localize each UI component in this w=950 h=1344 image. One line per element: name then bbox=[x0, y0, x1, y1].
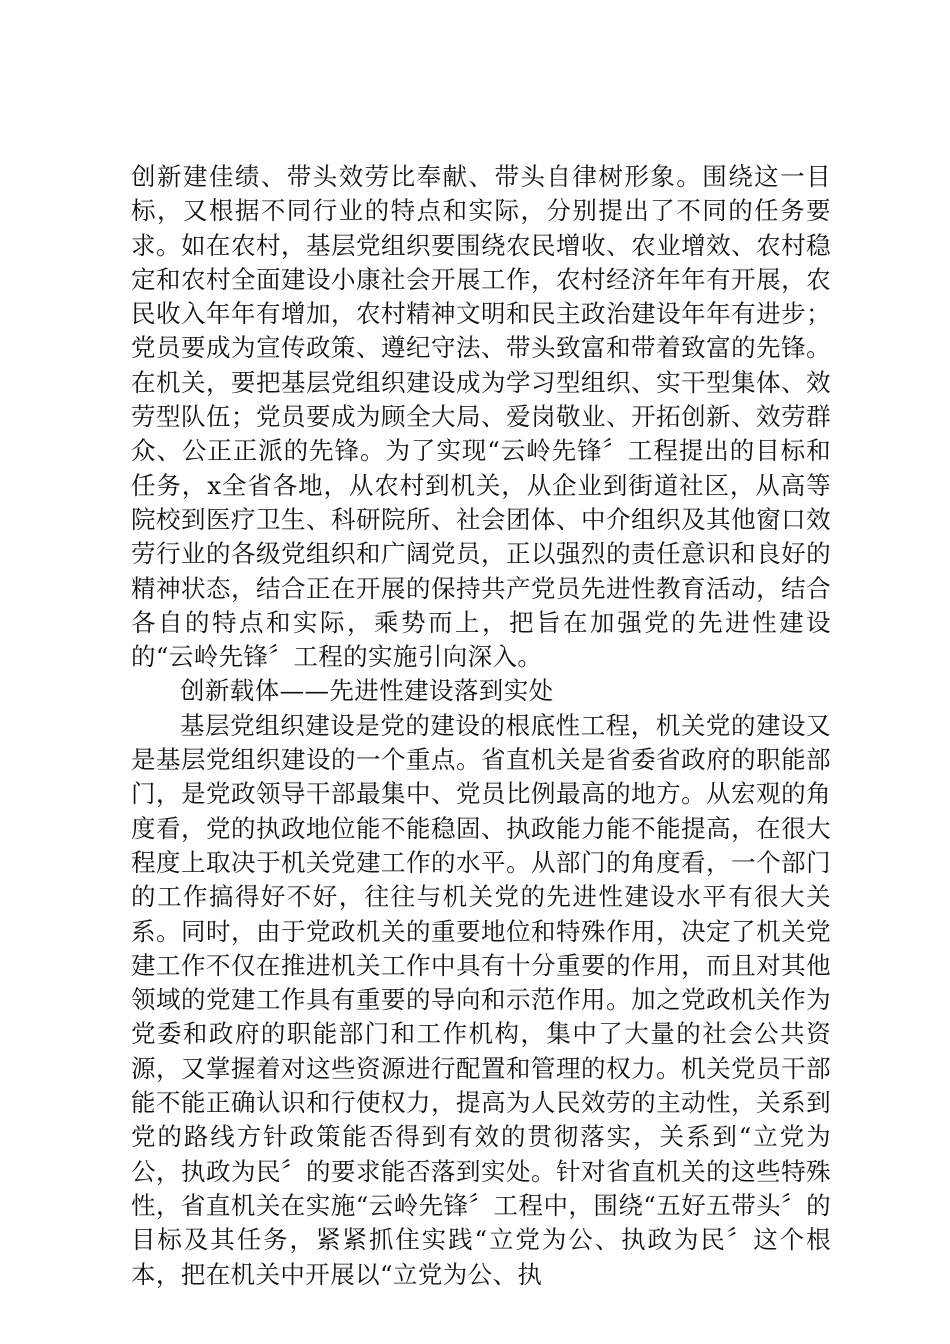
document-body bbox=[131, 160, 831, 1292]
section-heading: 创新载体——先进性建设落到实处 bbox=[180, 676, 554, 706]
body-paragraph-1: 创新建佳绩、带头效劳比奉献、带头自律树形象。围绕这一目标，又根据不同行业的特点和实际，分别提出了不同的任务要求。如在农村，基层党组织要围绕农民增收、农业增效、农村稳定和农村全面建设小康社会开展工作，农村经济年年有开展，农民收入年年有增加，农村精神文明和民主政治建设年年有进步；党员要成为宣传政策、遵纪守法、带头致富和带着致富的先锋。在机关，要把基层党组织建设成为学习型组织、实干型集体、效劳型队伍；党员要成为顾全大局、爱岗敬业、开拓创新、效劳群众、公正正派的先锋。为了实现“云岭先锋〞工程提出的目标和任务，x全省各地，从农村到机关，从企业到街道社区，从高等院校到医疗卫生、科研院所、社会团体、中介组织及其他窗口效劳行业的各级党组织和广阔党员，正以强烈的责任意识和良好的精神状态，结合正在开展的保持共产党员先进性教育活动，结合各自的特点和实际，乘势而上，把旨在加强党的先进性建设的“云岭先锋〞工程的实施引向深入。 bbox=[131, 162, 831, 672]
body-paragraph-2: 基层党组织建设是党的建设的根底性工程，机关党的建设又是基层党组织建设的一个重点。省直机关是省委省政府的职能部门，是党政领导干部最集中、党员比例最高的地方。从宏观的角度看，党的执政地位能不能稳固、执政能力能不能提高，在很大程度上取决于机关党建工作的水平。从部门的角度看，一个部门的工作搞得好不好，往往与机关党的先进性建设水平有很大关系。同时，由于党政机关的重要地位和特殊作用，决定了机关党建工作不仅在推进机关工作中具有十分重要的作用，而且对其他领域的党建工作具有重要的导向和示范作用。加之党政机关作为党委和政府的职能部门和工作机构，集中了大量的社会公共资源，又掌握着对这些资源进行配置和管理的权力。机关党员干部能不能正确认识和行使权力，提高为人民效劳的主动性，关系到党的路线方针政策能否得到有效的贯彻落实，关系到“立党为公，执政为民〞的要求能否落到实处。针对省直机关的这些特殊性，省直机关在实施“云岭先锋〞工程中，围绕“五好五带头〞的目标及其任务，紧紧抓住实践“立党为公、执政为民〞这个根本，把在机关中开展以“立党为公、执 bbox=[131, 710, 831, 1289]
